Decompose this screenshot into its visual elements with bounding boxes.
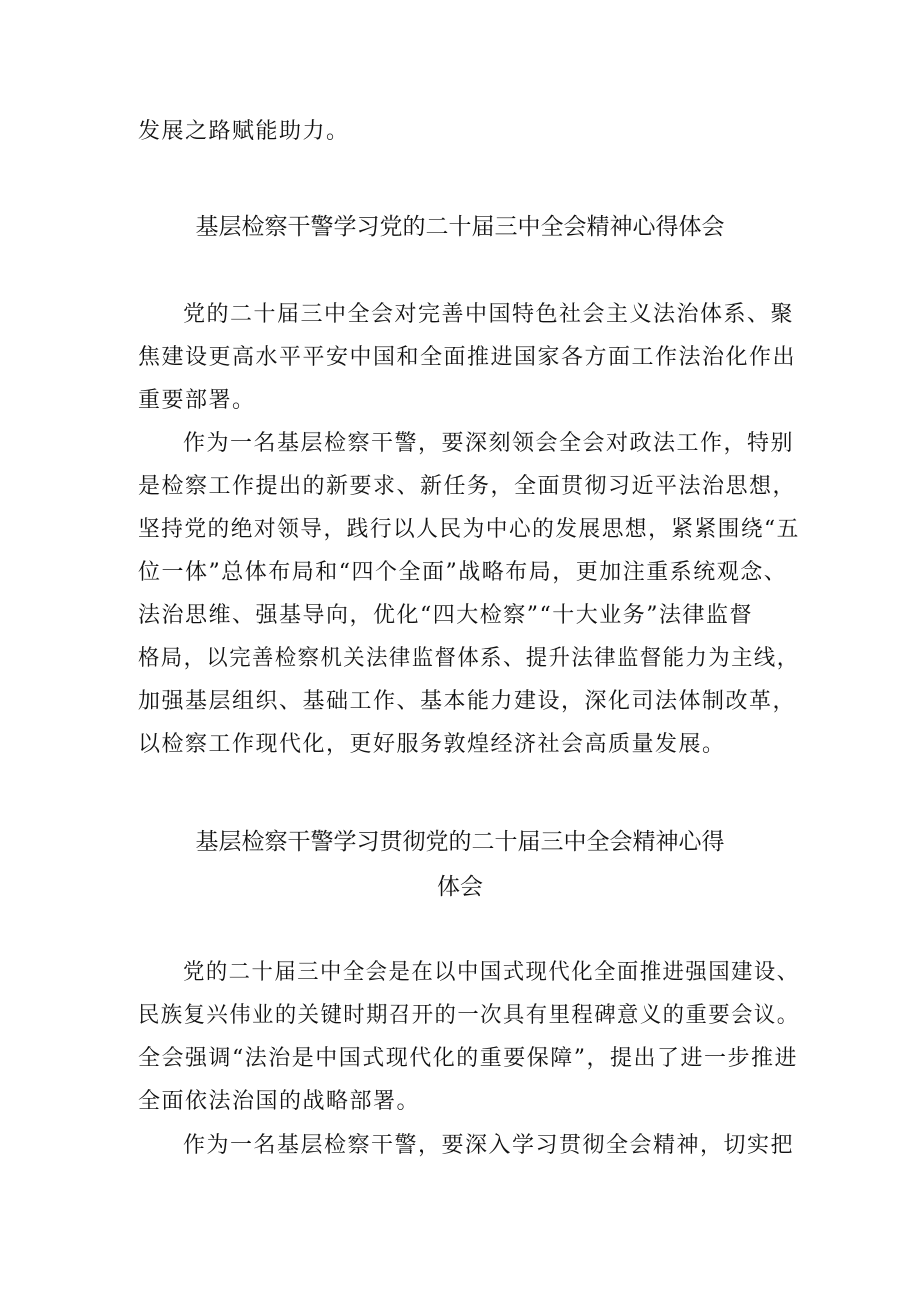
body-line: 以检察工作现代化，更好服务敦煌经济社会高质量发展。 bbox=[138, 732, 726, 757]
body-line: 位一体”总体布局和“四个全面”战略布局，更加注重系统观念、 bbox=[138, 560, 788, 585]
body-line: 法治思维、强基导向，优化“四大检察”“十大业务”法律监督 bbox=[138, 603, 753, 628]
body-line: 坚持党的绝对领导，践行以人民为中心的发展思想，紧紧围绕“五 bbox=[138, 517, 800, 542]
section-2-title-line-1: 基层检察干警学习贯彻党的二十届三中全会精神心得 bbox=[195, 829, 725, 855]
section-1-title: 基层检察干警学习党的二十届三中全会精神心得体会 bbox=[195, 214, 725, 240]
body-line: 发展之路赋能助力。 bbox=[138, 119, 350, 144]
body-line: 格局，以完善检察机关法律监督体系、提升法律监督能力为主线， bbox=[138, 646, 800, 671]
body-line: 焦建设更高水平平安中国和全面推进国家各方面工作法治化作出 bbox=[138, 345, 797, 370]
body-line: 重要部署。 bbox=[138, 388, 256, 413]
body-line: 作为一名基层检察干警，要深入学习贯彻全会精神，切实把 bbox=[183, 1133, 795, 1158]
body-line: 是检察工作提出的新要求、新任务，全面贯彻习近平法治思想， bbox=[138, 474, 797, 499]
section-2-title-line-2: 体会 bbox=[437, 874, 483, 900]
body-line: 民族复兴伟业的关键时期召开的一次具有里程碑意义的重要会议。 bbox=[138, 1003, 800, 1028]
body-line: 加强基层组织、基础工作、基本能力建设，深化司法体制改革， bbox=[138, 689, 797, 714]
body-line: 党的二十届三中全会对完善中国特色社会主义法治体系、聚 bbox=[183, 302, 795, 327]
body-line: 全会强调“法治是中国式现代化的重要保障”，提出了进一步推进 bbox=[138, 1046, 798, 1071]
body-line: 党的二十届三中全会是在以中国式现代化全面推进强国建设、 bbox=[183, 960, 800, 985]
body-line: 全面依法治国的战略部署。 bbox=[138, 1089, 421, 1114]
body-line: 作为一名基层检察干警，要深刻领会全会对政法工作，特别 bbox=[183, 431, 795, 456]
